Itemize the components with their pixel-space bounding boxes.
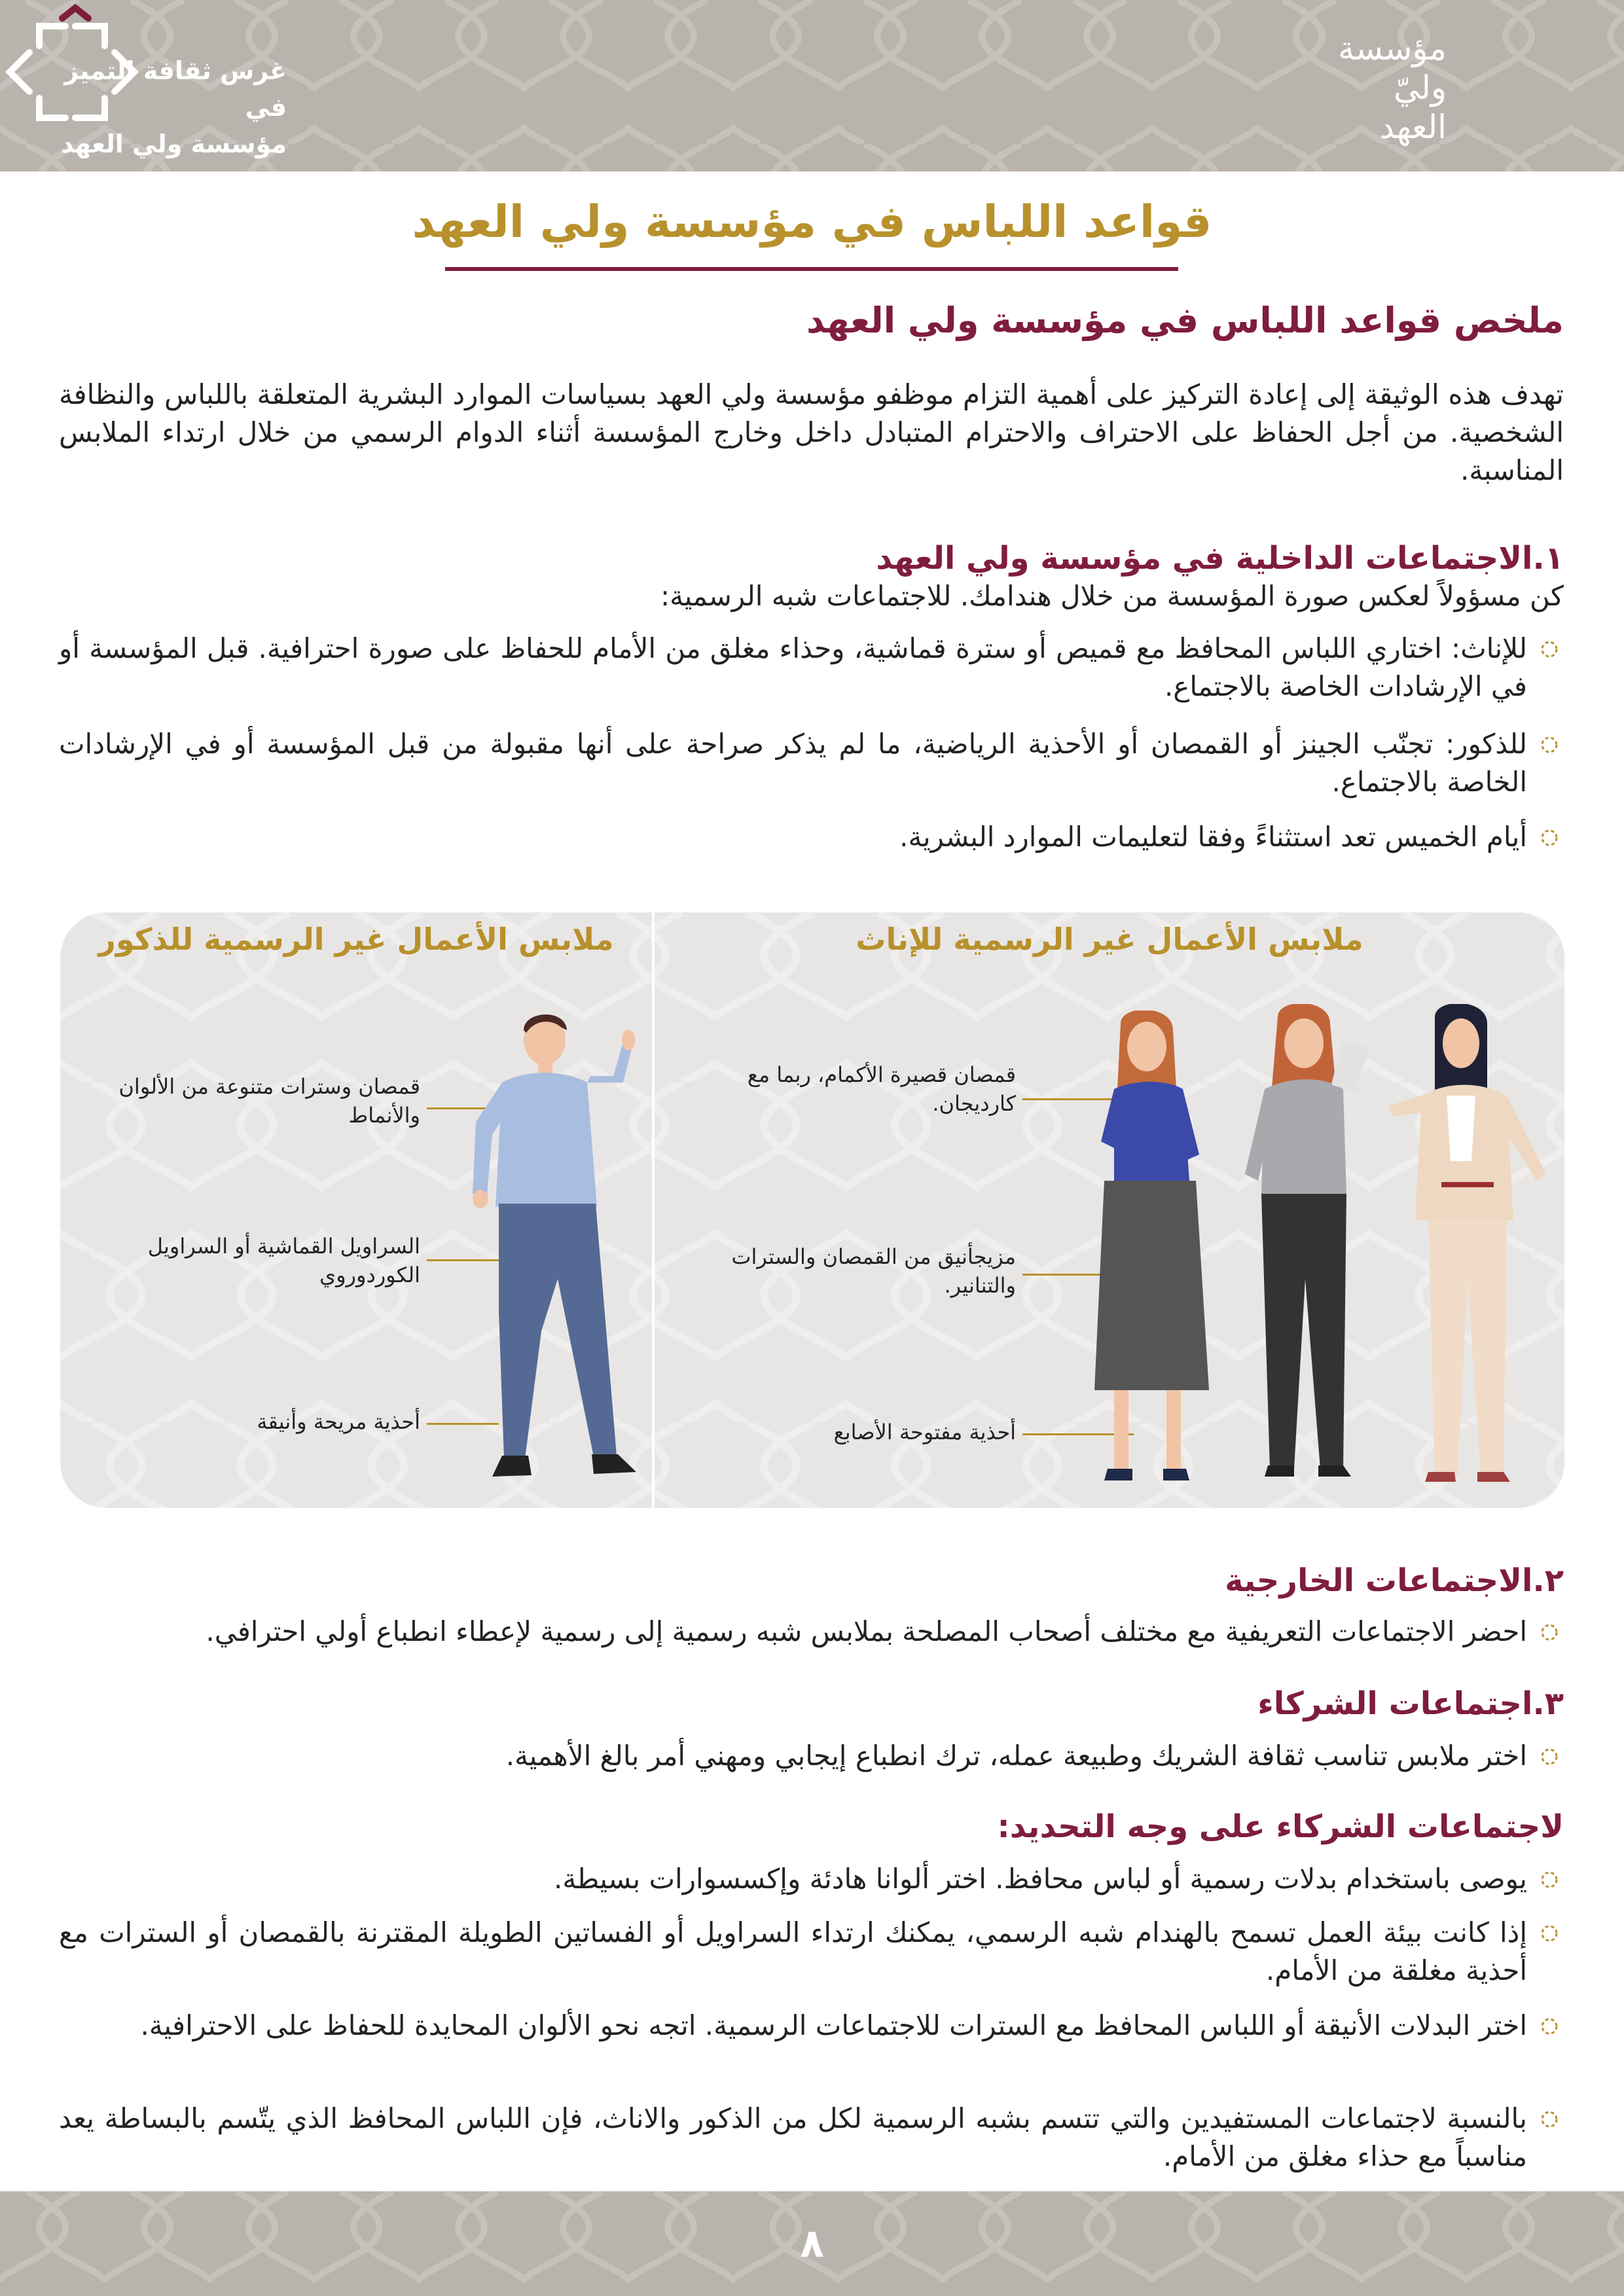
- page-title: قواعد اللباس في مؤسسة ولي العهد: [412, 196, 1212, 248]
- section1-heading: ١.الاجتماعات الداخلية في مؤسسة ولي العهد: [876, 540, 1564, 577]
- flower-bullet-icon: [1535, 1919, 1564, 1948]
- male-panel-title: ملابس الأعمال غير الرسمية للذكور: [98, 922, 614, 957]
- female-label-mix: مزيجأنيق من القمصان والسترات والتنانير.: [731, 1244, 1016, 1298]
- female-figure-suit-illustration: [1389, 1004, 1559, 1501]
- female-figure-skirt-illustration: [1068, 1011, 1225, 1501]
- flower-bullet-icon: [1535, 1618, 1564, 1647]
- bullet-text: بالنسبة لاجتماعات المستفيدين والتي تتسم بشبه الرسمية لكل من الذكور والاناث، فإن اللباس المحافظ الذي يتّسم بالبساطة يعد مناسباً مع حذاء مغلق من الأمام.: [59, 2102, 1527, 2172]
- logo-icon: [0, 0, 151, 144]
- bullet-text: أيام الخميس تعد استثناءً وفقا لتعليمات الموارد البشرية.: [899, 821, 1527, 853]
- female-label-shirts: قمصان قصيرة الأكمام، ربما مع كارديجان.: [747, 1062, 1016, 1116]
- logo-line-3: العهد: [1379, 108, 1447, 146]
- female-label-shoes: أحذية مفتوحة الأصابع: [833, 1420, 1016, 1444]
- tagline-line-1: غرس ثقافة التميز في: [64, 56, 287, 122]
- flower-bullet-icon: [1535, 2012, 1564, 2041]
- male-label-shoes: أحذية مريحة وأنيقة: [257, 1409, 420, 1434]
- female-panel-title: ملابس الأعمال غير الرسمية للإناث: [856, 922, 1363, 957]
- flower-bullet-icon: [1535, 823, 1564, 852]
- bullet-text: احضر الاجتماعات التعريفية مع مختلف أصحاب المصلحة بملابس شبه رسمية إلى رسمية لإعطاء انطباع أولي احترافي.: [206, 1615, 1527, 1647]
- section4-bullet-1: [59, 1860, 1564, 1898]
- summary-heading: ملخص قواعد اللباس في مؤسسة ولي العهد: [806, 300, 1564, 341]
- female-figure-trousers-illustration: [1232, 1004, 1382, 1501]
- flower-bullet-icon: [1535, 1865, 1564, 1894]
- section4-bullet-3: [59, 2007, 1564, 2045]
- bullet-text: يوصى باستخدام بدلات رسمية أو لباس محافظ. اختر ألوانا هادئة وإكسسوارات بسيطة.: [553, 1863, 1527, 1895]
- section3-bullet-1: [59, 1737, 1564, 1775]
- bullet-text: للذكور: تجنّب الجينز أو القمصان أو الأحذية الرياضية، ما لم يذكر صراحة على أنها مقبولة من قبل المؤسسة أو في الإرشادات الخاصة بالاجتماع.: [59, 728, 1527, 798]
- section1-bullet-2: [59, 725, 1564, 801]
- section4-heading: لاجتماعات الشركاء على وجه التحديد:: [997, 1808, 1564, 1845]
- header-band: [0, 0, 1624, 171]
- bullet-text: اختر ملابس تناسب ثقافة الشريك وطبيعة عمله، ترك انطباع إيجابي ومهني أمر بالغ الأهمية.: [505, 1740, 1527, 1772]
- section4-bullet-4: [59, 2100, 1564, 2176]
- flower-bullet-icon: [1535, 2105, 1564, 2134]
- flower-bullet-icon: [1535, 730, 1564, 759]
- bullet-text: للإناث: اختاري اللباس المحافظ مع قميص أو سترة قماشية، وحذاء مغلق من الأمام للحفاظ على صورة احترافية. قبل المؤسسة أو في الإرشادات الخاصة بالاجتماع.: [59, 632, 1527, 702]
- flower-bullet-icon: [1535, 1742, 1564, 1771]
- male-label-shirts: قمصان وسترات متنوعة من الألوان والأنماط: [118, 1074, 420, 1128]
- section1-bullet-3: [59, 818, 1564, 856]
- section4-bullet-2: [59, 1914, 1564, 1990]
- section3-heading: ٣.اجتماعات الشركاء: [1257, 1685, 1564, 1722]
- logo-line-1: مؤسسة: [1338, 29, 1447, 67]
- tagline-line-2: مؤسسة ولي العهد: [60, 130, 287, 158]
- section1-intro: كن مسؤولاً لعكس صورة المؤسسة من خلال هندامك. للاجتماعات شبه الرسمية:: [660, 580, 1564, 612]
- section2-heading: ٢.الاجتماعات الخارجية: [1225, 1562, 1564, 1599]
- summary-paragraph: تهدف هذه الوثيقة إلى إعادة التركيز على أهمية التزام موظفو مؤسسة ولي العهد بسياسات الموارد البشرية المتعلقة باللباس والنظافة الشخصية. من أجل الحفاظ على الاحتراف والاحترام المتبادل داخل وخارج المؤسسة أثناء الدوام الرسمي من خلال ارتداء الملابس المناسبة.: [59, 378, 1564, 486]
- page-number: ٨: [800, 2221, 824, 2267]
- male-label-trousers: السراويل القماشية أو السراويل الكوردوروي: [147, 1234, 420, 1287]
- flower-bullet-icon: [1535, 635, 1564, 664]
- logo-wordmark: [1316, 29, 1447, 147]
- dress-code-panel: [60, 912, 1564, 1508]
- section2-bullet-1: [59, 1613, 1564, 1651]
- male-figure-illustration: [446, 1004, 656, 1501]
- bullet-text: اختر البدلات الأنيقة أو اللباس المحافظ مع السترات للاجتماعات الرسمية. اتجه نحو الألوان المحايدة للحفاظ على الاحترافية.: [140, 2009, 1527, 2041]
- bullet-text: إذا كانت بيئة العمل تسمح بالهندام شبه الرسمي، يمكنك ارتداء السراويل أو الفساتين الطويلة المقترنة بالقمصان أو السترات مع أحذية مغلقة من الأمام.: [59, 1916, 1527, 1986]
- title-underline: [445, 267, 1178, 271]
- section1-bullet-1: [59, 630, 1564, 706]
- logo-line-2: وليّ: [1393, 69, 1447, 107]
